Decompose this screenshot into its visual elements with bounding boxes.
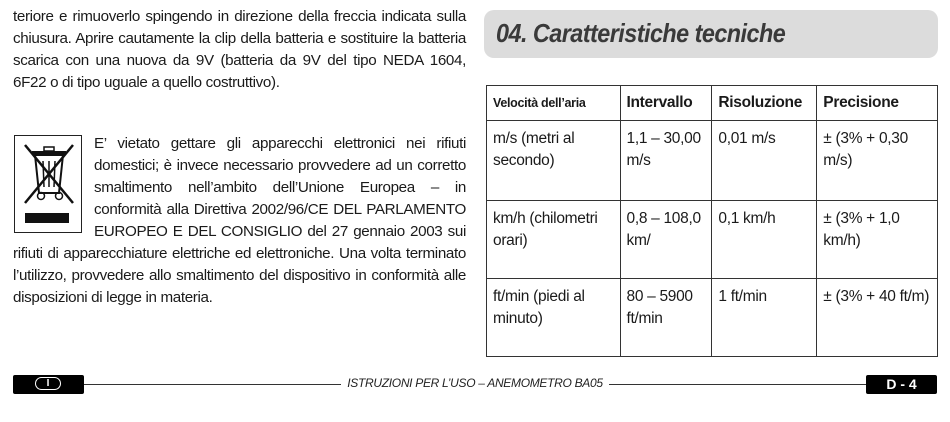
page-number: D - 4 xyxy=(866,375,937,394)
header-range: Intervallo xyxy=(620,86,712,121)
disposal-section xyxy=(13,133,466,309)
footer-title-wrap xyxy=(0,376,950,390)
table-cell: 0,8 – 108,0 km/ xyxy=(620,201,712,279)
specifications-table xyxy=(486,85,938,357)
table-cell: 80 – 5900 ft/min xyxy=(620,279,712,357)
weee-bar xyxy=(25,213,69,223)
weee-crossed-bin-icon xyxy=(14,135,82,233)
footer-title: ISTRUZIONI PER L’USO – ANEMOMETRO BA05 xyxy=(341,376,609,390)
table-row xyxy=(487,279,938,357)
table-cell: 1 ft/min xyxy=(712,279,817,357)
table-cell: 0,01 m/s xyxy=(712,121,817,201)
header-resolution: Risoluzione xyxy=(712,86,817,121)
table-cell: ft/min (piedi al minuto) xyxy=(487,279,621,357)
table-cell: 0,1 km/h xyxy=(712,201,817,279)
table-cell: ± (3% + 40 ft/m) xyxy=(817,279,938,357)
table-cell: ± (3% + 1,0 km/h) xyxy=(817,201,938,279)
table-header-row xyxy=(487,86,938,121)
disposal-paragraph: E’ vietato gettare gli apparecchi elettronici nei rifiuti domestici; è invece necessario provvedere ad un corretto smaltimento nell’ambito dell’Unione Europea – in conformità alla Direttiva 2002/96/CE DEL PARLAMENTO EUROPEO E DEL CONSIGLIO del 27 gennaio 2003 sui rifiuti di apparecchiature elettriche ed elettroniche. Una volta terminato l’utilizzo, provvedere allo smaltimento del dispositivo in conformità alle disposizioni di legge in materia. xyxy=(13,135,466,306)
section-heading: 04. Caratteristiche tecniche xyxy=(496,18,786,48)
battery-paragraph: teriore e rimuoverlo spingendo in direzione della freccia indicata sulla chiusura. Aprire cautamente la clip della batteria e sostituire la batteria scarica con una nuova da 9V (batteria da 9V del tipo NEDA 1604, 6F22 o di tipo uguale a quello costruttivo). xyxy=(13,8,466,91)
table-cell: km/h (chilometri orari) xyxy=(487,201,621,279)
header-accuracy: Precisione xyxy=(817,86,938,121)
table-row xyxy=(487,201,938,279)
header-air-speed: Velocità dell’aria xyxy=(487,86,621,121)
table-row xyxy=(487,121,938,201)
section-heading-box xyxy=(484,10,938,58)
table-cell: 1,1 – 30,00 m/s xyxy=(620,121,712,201)
left-column xyxy=(13,6,466,309)
table-cell: ± (3% + 0,30 m/s) xyxy=(817,121,938,201)
language-label: I xyxy=(35,377,61,390)
table-cell: m/s (metri al secondo) xyxy=(487,121,621,201)
